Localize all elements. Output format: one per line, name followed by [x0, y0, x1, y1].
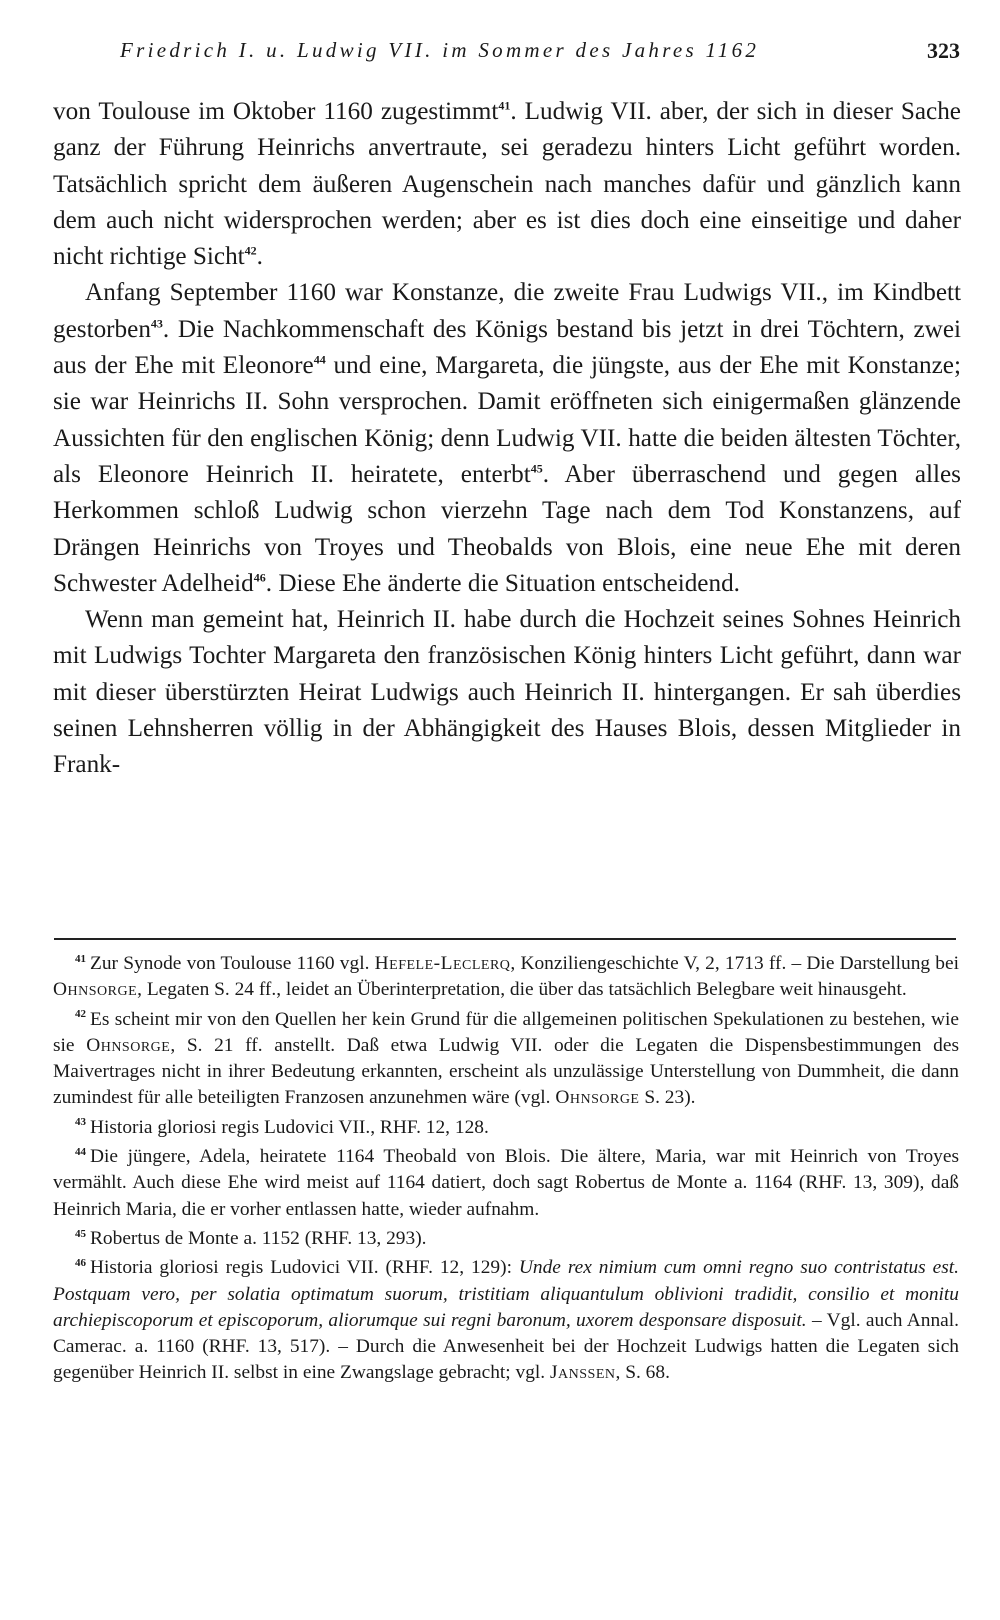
footnote-42: $^{42}$ Es scheint mir von den Quellen her kein Grund für die allgemeinen politischen Spekulationen zu bestehen, wie sie Ohnsorge, S. 21 ff. anstellt. Daß etwa Ludwig VII. oder die Legaten die Dispensbestimmungen des Maivertrages nicht in ihrer Bedeutung erkannten, erscheint als unzulässige Unterstellung von Dummheit, die dann zumindest für alle beteiligten Franzosen anzunehmen wäre (vgl. Ohnsorge S. 23). — [53, 1008, 959, 1109]
footnote-ref: 45 — [530, 461, 543, 476]
footnote-ref: 44 — [313, 352, 326, 367]
footnote-41: $^{41}$ Zur Synode von Toulouse 1160 vgl. Hefele-Leclerq, Konziliengeschichte V, 2, 1713 ff. – Die Darstellung bei Ohnsorge, Legaten S. 24 ff., leidet an Überinterpretation, die über das tatsächlich Belegbare weit hinausgeht. — [53, 952, 959, 1001]
footnote-ref: 43 — [150, 316, 163, 331]
footnote-ref: 46 — [253, 570, 266, 585]
footnote-43: $^{43}$ Historia gloriosi regis Ludovici VII., RHF. 12, 128. — [75, 1116, 489, 1138]
footnote-divider — [54, 938, 956, 940]
footnotes — [53, 951, 959, 1390]
footnote-ref: 41 — [498, 98, 511, 113]
latin-quotation: Unde rex nimium cum omni regno suo contristatus est. Postquam vero, per solatia optimatum suorum, tristitiam aliquantulum oblivioni tradidit, consilio et monitu archiepiscoporum et episcoporum, aliorumque sui regni baronum, uxorem desponsare disposuit. — [53, 1257, 960, 1331]
footnote-ref: 42 — [244, 243, 257, 258]
footnote-46: $^{46}$ Historia gloriosi regis Ludovici VII. (RHF. 12, 129): Unde rex nimium cum omni regno suo contristatus est. Postquam vero, per solatia optimatum suorum, tristitiam aliquantulum oblivioni tradidit, consilio et monitu archiepiscoporum et episcoporum, aliorumque sui regni baronum, uxorem desponsare disposuit. – Vgl. auch Annal. Camerac. a. 1160 (RHF. 13, 517). – Durch die Anwesenheit bei der Hochzeit Ludwigs hatten die Legaten sich gegenüber Heinrich II. selbst in eine Zwangslage gebracht; vgl. Janssen, S. 68. — [53, 1256, 960, 1384]
paragraph-2: Anfang September 1160 war Konstanze, die zweite Frau Ludwigs VII., im Kindbett gestorben$^{43}$. Die Nachkommenschaft des Königs bestand bis jetzt in drei Töchtern, zwei aus der Ehe mit Eleonore$^{44}$ und eine, Margareta, die jüngste, aus der Ehe mit Konstanze; sie war Heinrichs II. Sohn versprochen. Damit eröffneten sich einigermaßen glänzende Aussichten für den englischen König; denn Ludwig VII. hatte die beiden ältesten Töchter, als Eleonore Heinrich II. heiratete, enterbt$^{45}$. Aber überraschend und gegen alles Herkommen schloß Ludwig schon vierzehn Tage nach dem Tod Konstanzens, auf Drängen Heinrichs von Troyes und Theobalds von Blois, eine neue Ehe mit deren Schwester Adelheid$^{46}$. Diese Ehe änderte die Situation entscheidend. — [53, 279, 961, 597]
paragraph-3: Wenn man gemeint hat, Heinrich II. habe durch die Hochzeit seines Sohnes Heinrich mit Ludwigs Tochter Margareta den französischen König hinters Licht geführt, dann war mit dieser überstürzten Heirat Ludwigs auch Heinrich II. hintergangen. Er sah überdies seinen Lehnsherren völlig in der Abhängigkeit des Hauses Blois, dessen Mitglieder in Frank- — [53, 606, 961, 779]
footnote-44: $^{44}$ Die jüngere, Adela, heiratete 1164 Theobald von Blois. Die ältere, Maria, war mit Heinrich von Troyes vermählt. Auch diese Ehe wird meist auf 1164 datiert, doch sagt Robertus de Monte a. 1164 (RHF. 13, 309), daß Heinrich Maria, die er vorher entlassen hatte, wieder aufnahm. — [53, 1145, 959, 1220]
main-text — [53, 94, 961, 784]
page-header — [120, 38, 960, 72]
page-number: 323 — [927, 38, 960, 63]
footnote-45: $^{45}$ Robertus de Monte a. 1152 (RHF. 13, 293). — [75, 1227, 427, 1249]
running-title: Friedrich I. u. Ludwig VII. im Sommer des Jahres 1162 — [120, 38, 760, 62]
paragraph-1: von Toulouse im Oktober 1160 zugestimmt$^{41}$. Ludwig VII. aber, der sich in dieser Sache ganz der Führung Heinrichs anvertraute, sei geradezu hinters Licht geführt worden. Tatsächlich spricht dem äußeren Augenschein nach manches dafür und gänzlich kann dem auch nicht widersprochen werden; aber es ist dies doch eine einseitige und daher nicht richtige Sicht$^{42}$. — [53, 98, 961, 271]
